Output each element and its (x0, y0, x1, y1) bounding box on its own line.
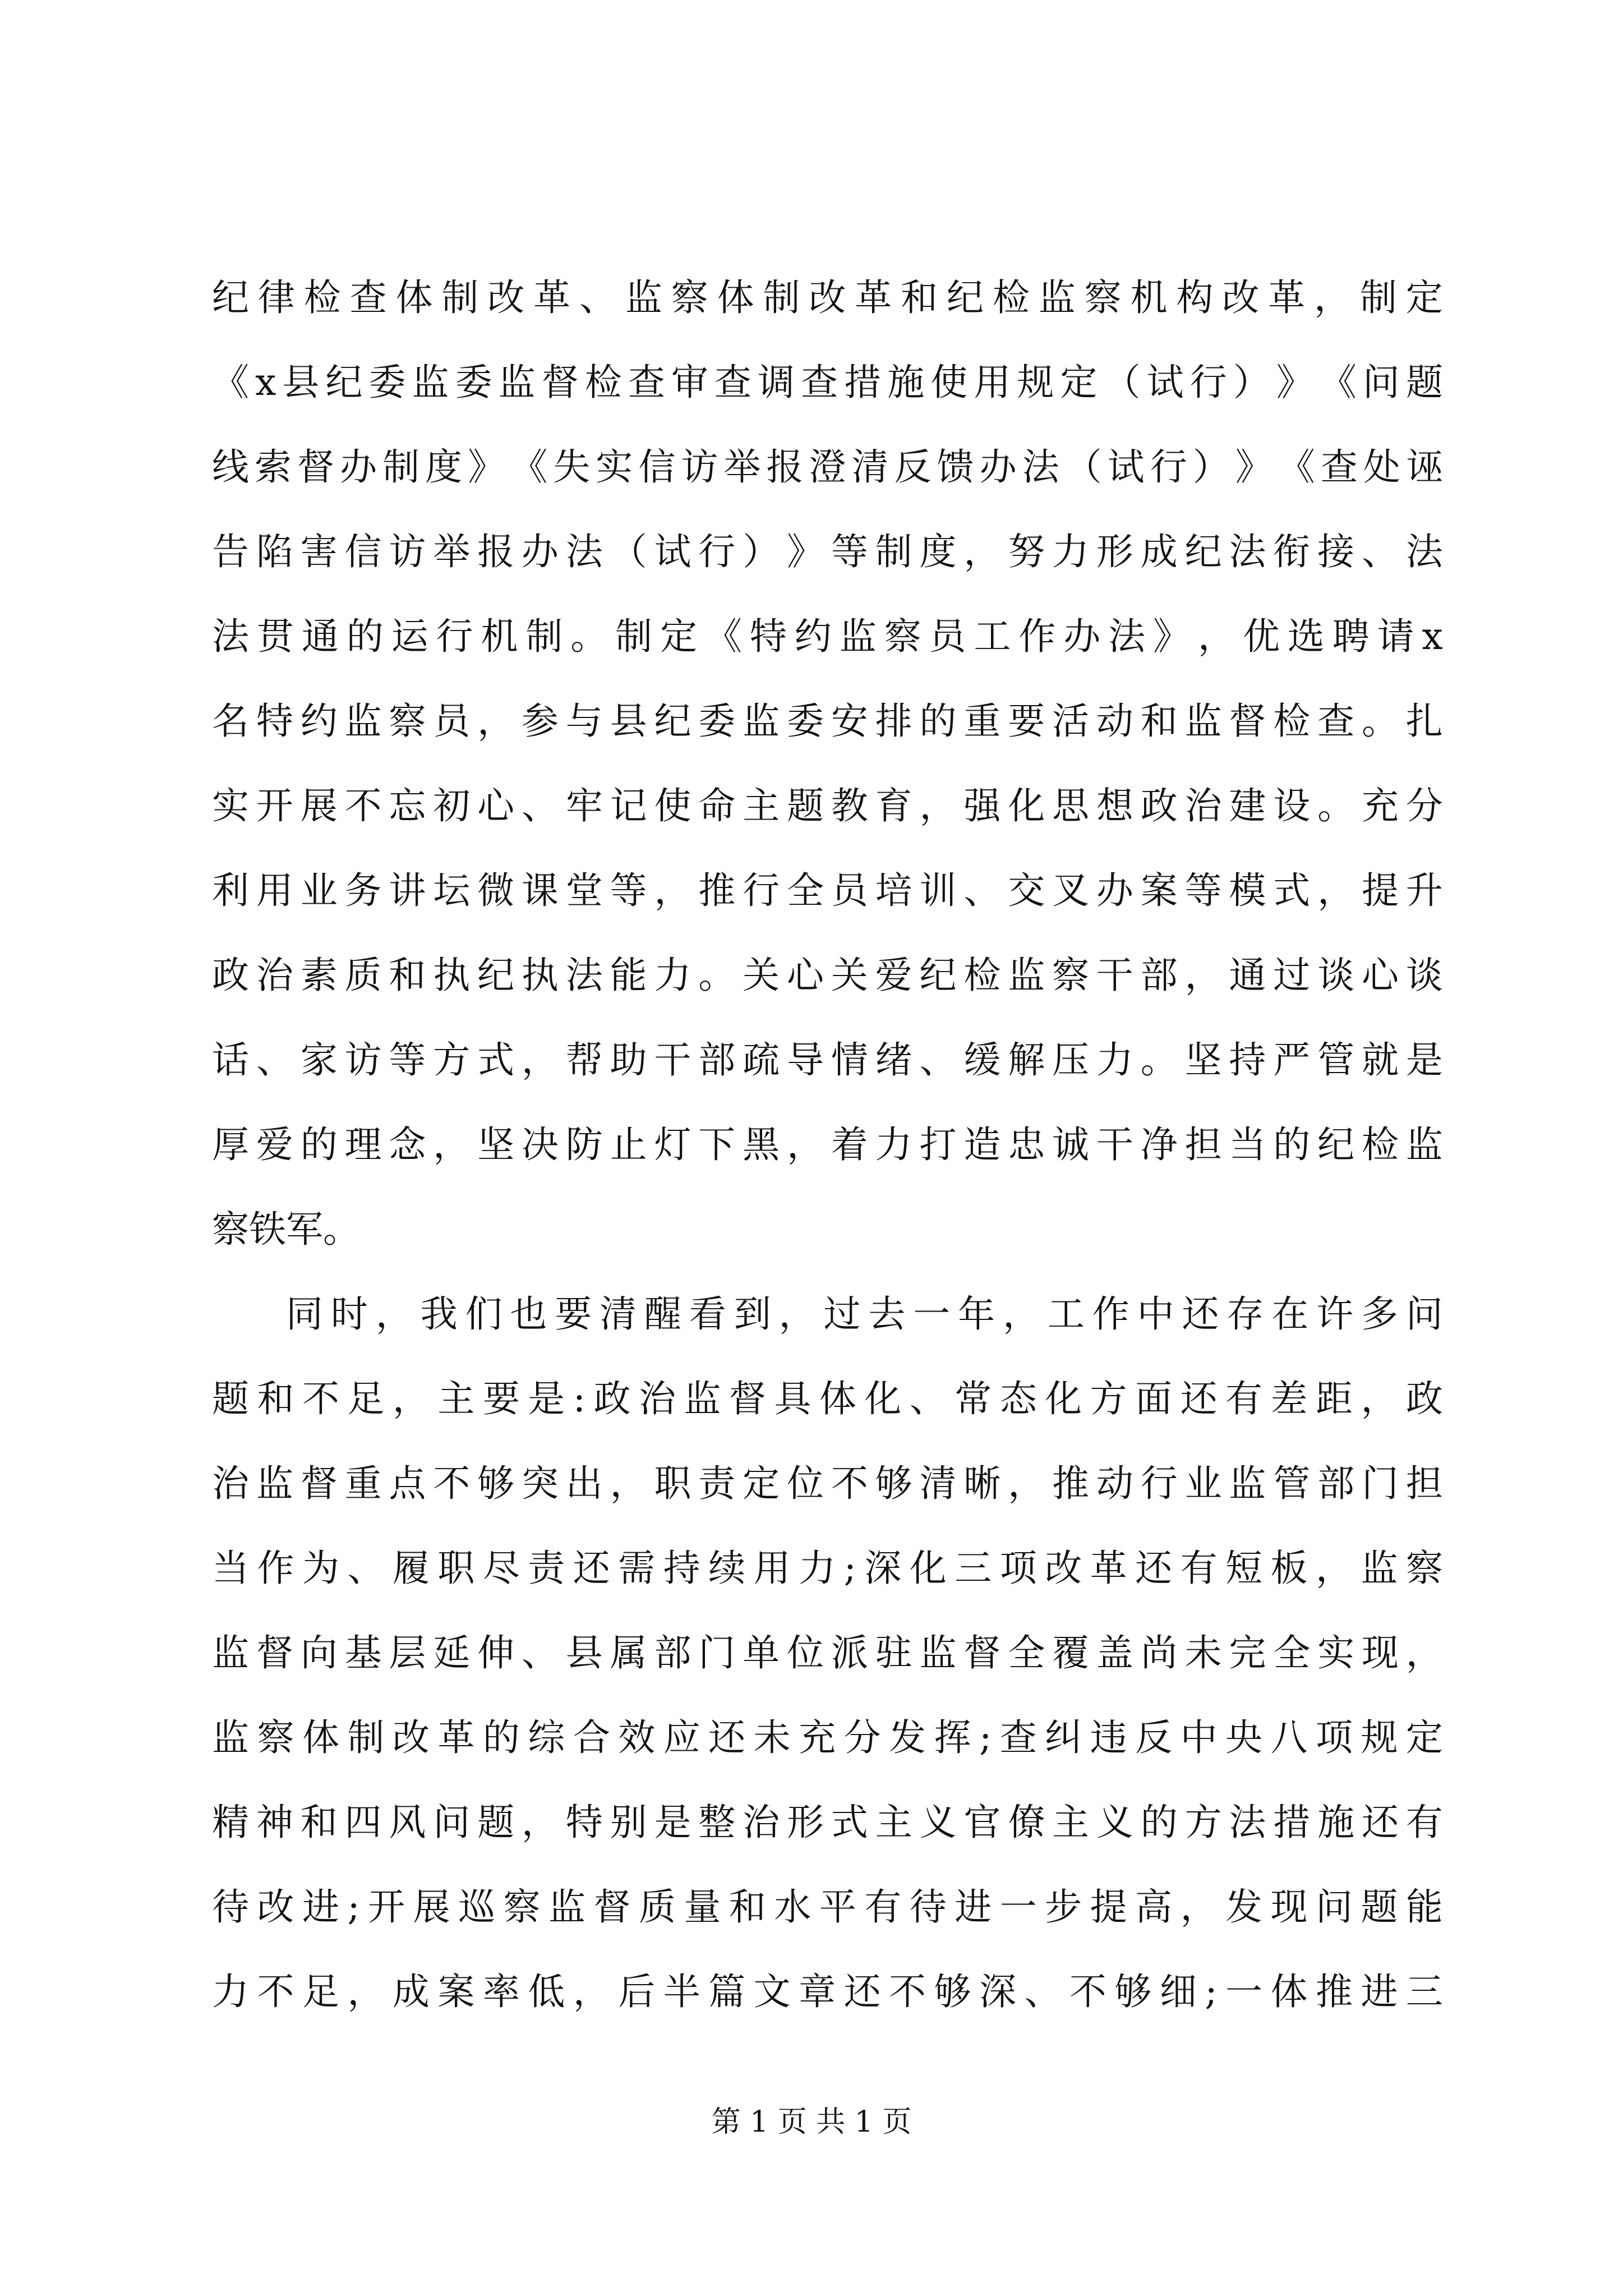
text-line: 题 和 不 足 ， 主 要 是 : 政 治 监 督 具 体 化 、 常 态 化 方 面 还 有 差 距 ， 政 (212, 1377, 1443, 1420)
text-line: 待 改 进 ; 开 展 巡 察 监 督 质 量 和 水 平 有 待 进 一 步 提 高 ， 发 现 问 题 能 (212, 1885, 1443, 1929)
text-line: 政 治 素 质 和 执 纪 执 法 能 力 。 关 心 关 爱 纪 检 监 察 干 部 ， 通 过 谈 心 谈 (212, 954, 1443, 997)
text-line: 名 特 约 监 察 员 ， 参 与 县 纪 委 监 委 安 排 的 重 要 活 动 和 监 督 检 查 。 扎 (212, 700, 1443, 743)
page-footer: 第 1 页 共 1 页 (711, 2105, 912, 2139)
text-line: 厚 爱 的 理 念 ， 坚 决 防 止 灯 下 黑 ， 着 力 打 造 忠 诚 干 净 担 当 的 纪 检 监 (212, 1123, 1443, 1166)
text-line: 话 、 家 访 等 方 式 ， 帮 助 干 部 疏 导 情 绪 、 缓 解 压 力 。 坚 持 严 管 就 是 (212, 1038, 1443, 1082)
text-line: 《 x 县 纪 委 监 委 监 督 检 查 审 查 调 查 措 施 使 用 规 定 （ 试 行 ） 》 《 问 题 (212, 361, 1443, 404)
text-line: 法 贯 通 的 运 行 机 制 。 制 定 《 特 约 监 察 员 工 作 办 法 》 ， 优 选 聘 请 x (212, 615, 1443, 658)
text-line: 力 不 足 ， 成 案 率 低 ， 后 半 篇 文 章 还 不 够 深 、 不 够 细 ; 一 体 推 进 三 (212, 1970, 1443, 2013)
text-line: 线 索 督 办 制 度 》 《 失 实 信 访 举 报 澄 清 反 馈 办 法 （ 试 行 ） 》 《 查 处 诬 (212, 445, 1443, 489)
document-body (212, 255, 1443, 2034)
text-line: 纪 律 检 查 体 制 改 革 、 监 察 体 制 改 革 和 纪 检 监 察 机 构 改 革 ， 制 定 (212, 276, 1443, 319)
text-line: 利 用 业 务 讲 坛 微 课 堂 等 ， 推 行 全 员 培 训 、 交 叉 办 案 等 模 式 ， 提 升 (212, 869, 1443, 912)
text-line: 监 督 向 基 层 延 伸 、 县 属 部 门 单 位 派 驻 监 督 全 覆 盖 尚 未 完 全 实 现 ， (212, 1631, 1443, 1674)
text-line: 治 监 督 重 点 不 够 突 出 ， 职 责 定 位 不 够 清 晰 ， 推 动 行 业 监 管 部 门 担 (212, 1462, 1443, 1505)
text-line: 实 开 展 不 忘 初 心 、 牢 记 使 命 主 题 教 育 ， 强 化 思 想 政 治 建 设 。 充 分 (212, 784, 1443, 827)
text-line: 察铁军。 (212, 1208, 360, 1251)
text-line: 告 陷 害 信 访 举 报 办 法 （ 试 行 ） 》 等 制 度 ， 努 力 形 成 纪 法 衔 接 、 法 (212, 530, 1443, 573)
text-line: 监 察 体 制 改 革 的 综 合 效 应 还 未 充 分 发 挥 ; 查 纠 违 反 中 央 八 项 规 定 (212, 1716, 1443, 1759)
text-line: 当 作 为 、 履 职 尽 责 还 需 持 续 用 力 ; 深 化 三 项 改 革 还 有 短 板 ， 监 察 (212, 1547, 1443, 1590)
text-line: 精 神 和 四 风 问 题 ， 特 别 是 整 治 形 式 主 义 官 僚 主 义 的 方 法 措 施 还 有 (212, 1801, 1443, 1844)
text-line: 同 时 ， 我 们 也 要 清 醒 看 到 ， 过 去 一 年 ， 工 作 中 还 存 在 许 多 问 (286, 1292, 1443, 1336)
